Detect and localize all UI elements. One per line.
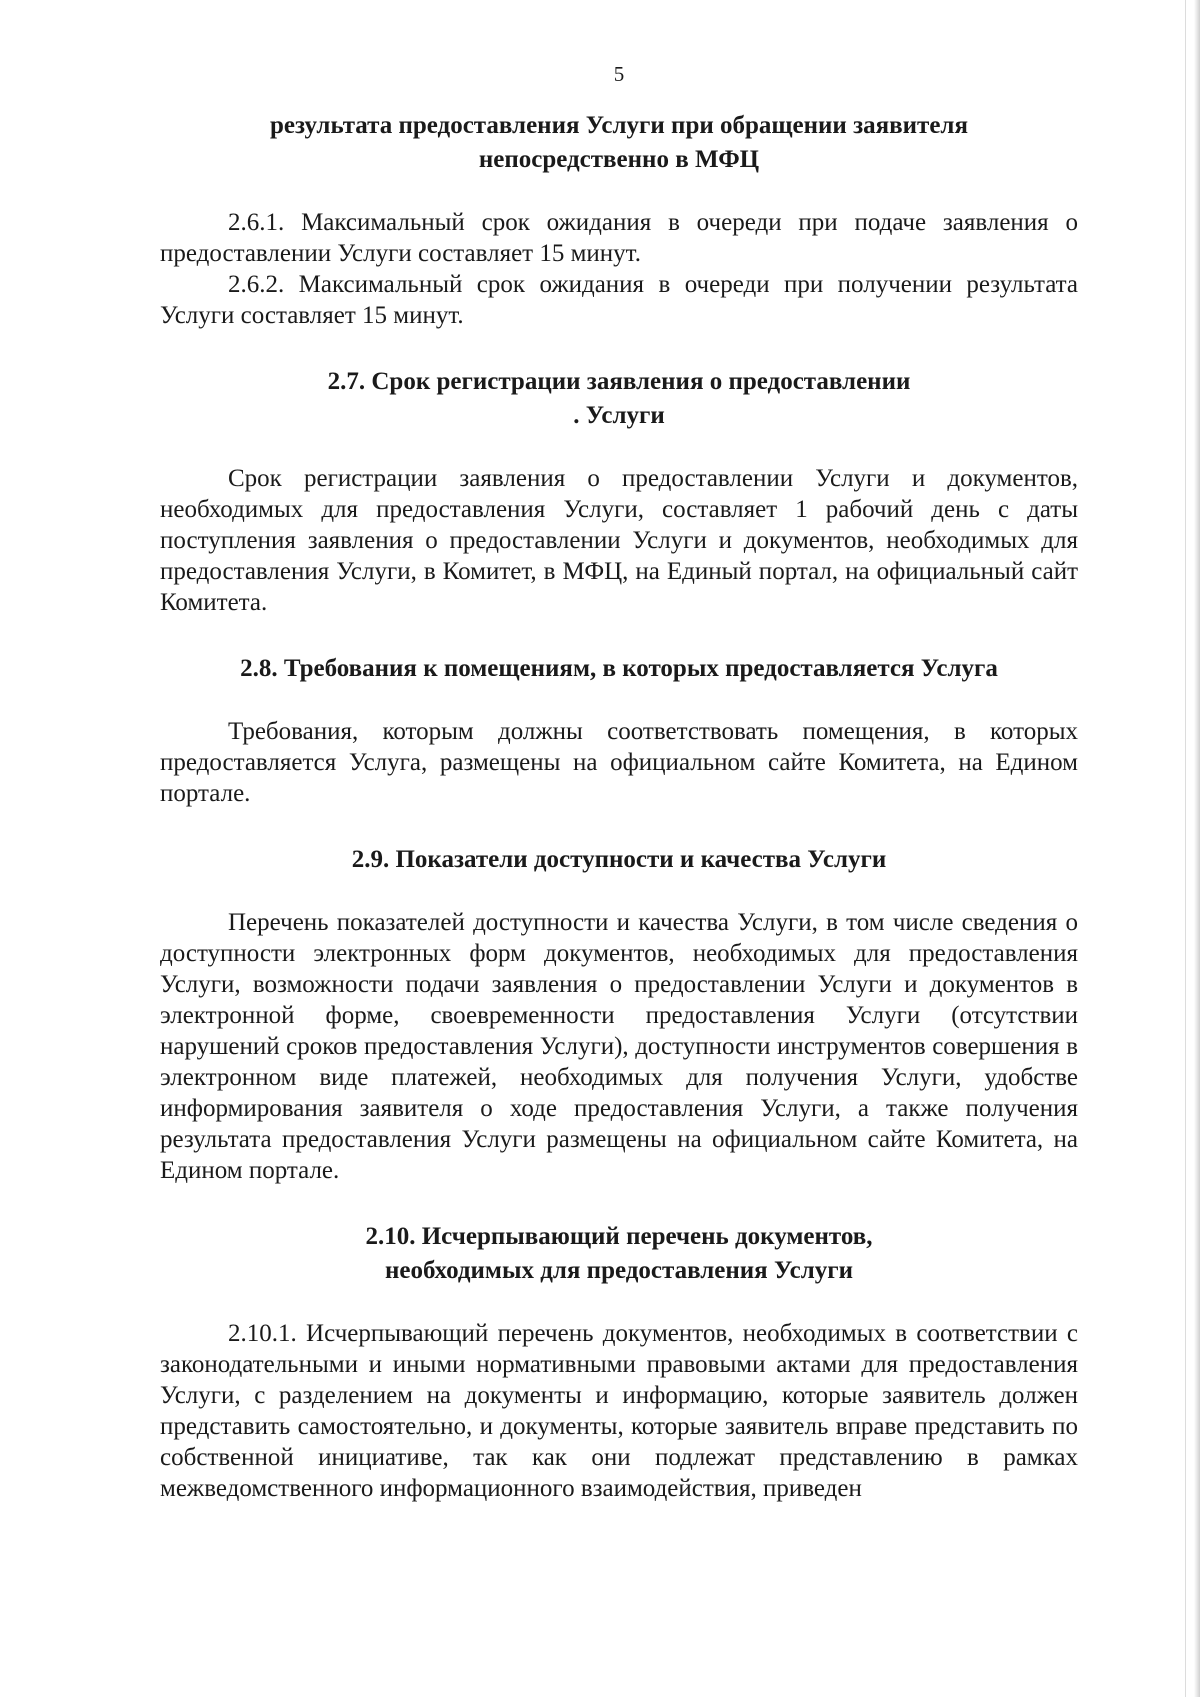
section-heading [160,365,1078,433]
heading-line: непосредственно в МФЦ [478,146,760,173]
heading-line: 2.8. Требования к помещениям, в которых предоставляется Услуга [240,655,998,682]
section-heading [160,109,1078,177]
spacer [160,331,1078,365]
spacer [160,809,1078,843]
spacer [160,686,1078,716]
document-body [160,109,1078,1504]
page-number: 5 [613,62,625,86]
body-paragraph: Требования, которым должны соответствовать помещения, в которых предоставляется Услуга, размещены на официальном сайте Комитета, на Едином портале. [160,718,1078,807]
heading-line: 2.9. Показатели доступности и качества Услуги [351,846,887,873]
heading-line: 2.7. Срок регистрации заявления о предоставлении [327,368,911,395]
spacer [160,1288,1078,1318]
section-heading [160,652,1078,686]
heading-line: . Услуги [573,402,665,429]
scan-edge-shadow [1194,0,1200,1697]
body-paragraph: 2.6.1. Максимальный срок ожидания в очереди при подаче заявления о предоставлении Услуги составляет 15 минут. [160,209,1078,267]
scan-edge-line [1185,0,1186,1697]
heading-line: результата предоставления Услуги при обращении заявителя [270,112,968,139]
spacer [160,1186,1078,1220]
spacer [160,877,1078,907]
body-paragraph: Срок регистрации заявления о предоставлении Услуги и документов, необходимых для предоставления Услуги, составляет 1 рабочий день с даты поступления заявления о предоставлении Услуги и документов, необходимых для предоставления Услуги, в Комитет, в МФЦ, на Единый портал, на официальный сайт Комитета. [160,465,1078,616]
body-paragraph: 2.10.1. Исчерпывающий перечень документов, необходимых в соответствии с законодательными и иными нормативными правовыми актами для предоставления Услуги, с разделением на документы и информацию, которые заявитель должен представить самостоятельно, и документы, которые заявитель вправе представить по собственной инициативе, так как они подлежат представлению в рамках межведомственного информационного взаимодействия, приведен [160,1320,1078,1502]
section-heading [160,1220,1078,1288]
body-paragraph: Перечень показателей доступности и качества Услуги, в том числе сведения о доступности электронных форм документов, необходимых для предоставления Услуги, возможности подачи заявления о предоставлении Услуги и документов в электронной форме, своевременности предоставления Услуги (отсутствии нарушений сроков предоставления Услуги), доступности инструментов совершения в электронном виде платежей, необходимых для получения Услуги, удобстве информирования заявителя о ходе предоставления Услуги, а также получения результата предоставления Услуги размещены на официальном сайте Комитета, на Едином портале. [160,909,1078,1184]
spacer [160,177,1078,207]
heading-line: 2.10. Исчерпывающий перечень документов, [365,1223,873,1250]
heading-line: необходимых для предоставления Услуги [385,1257,853,1284]
spacer [160,618,1078,652]
section-heading [160,843,1078,877]
spacer [160,433,1078,463]
body-paragraph: 2.6.2. Максимальный срок ожидания в очереди при получении результата Услуги составляет 15 минут. [160,271,1078,329]
document-page [160,62,1078,1504]
